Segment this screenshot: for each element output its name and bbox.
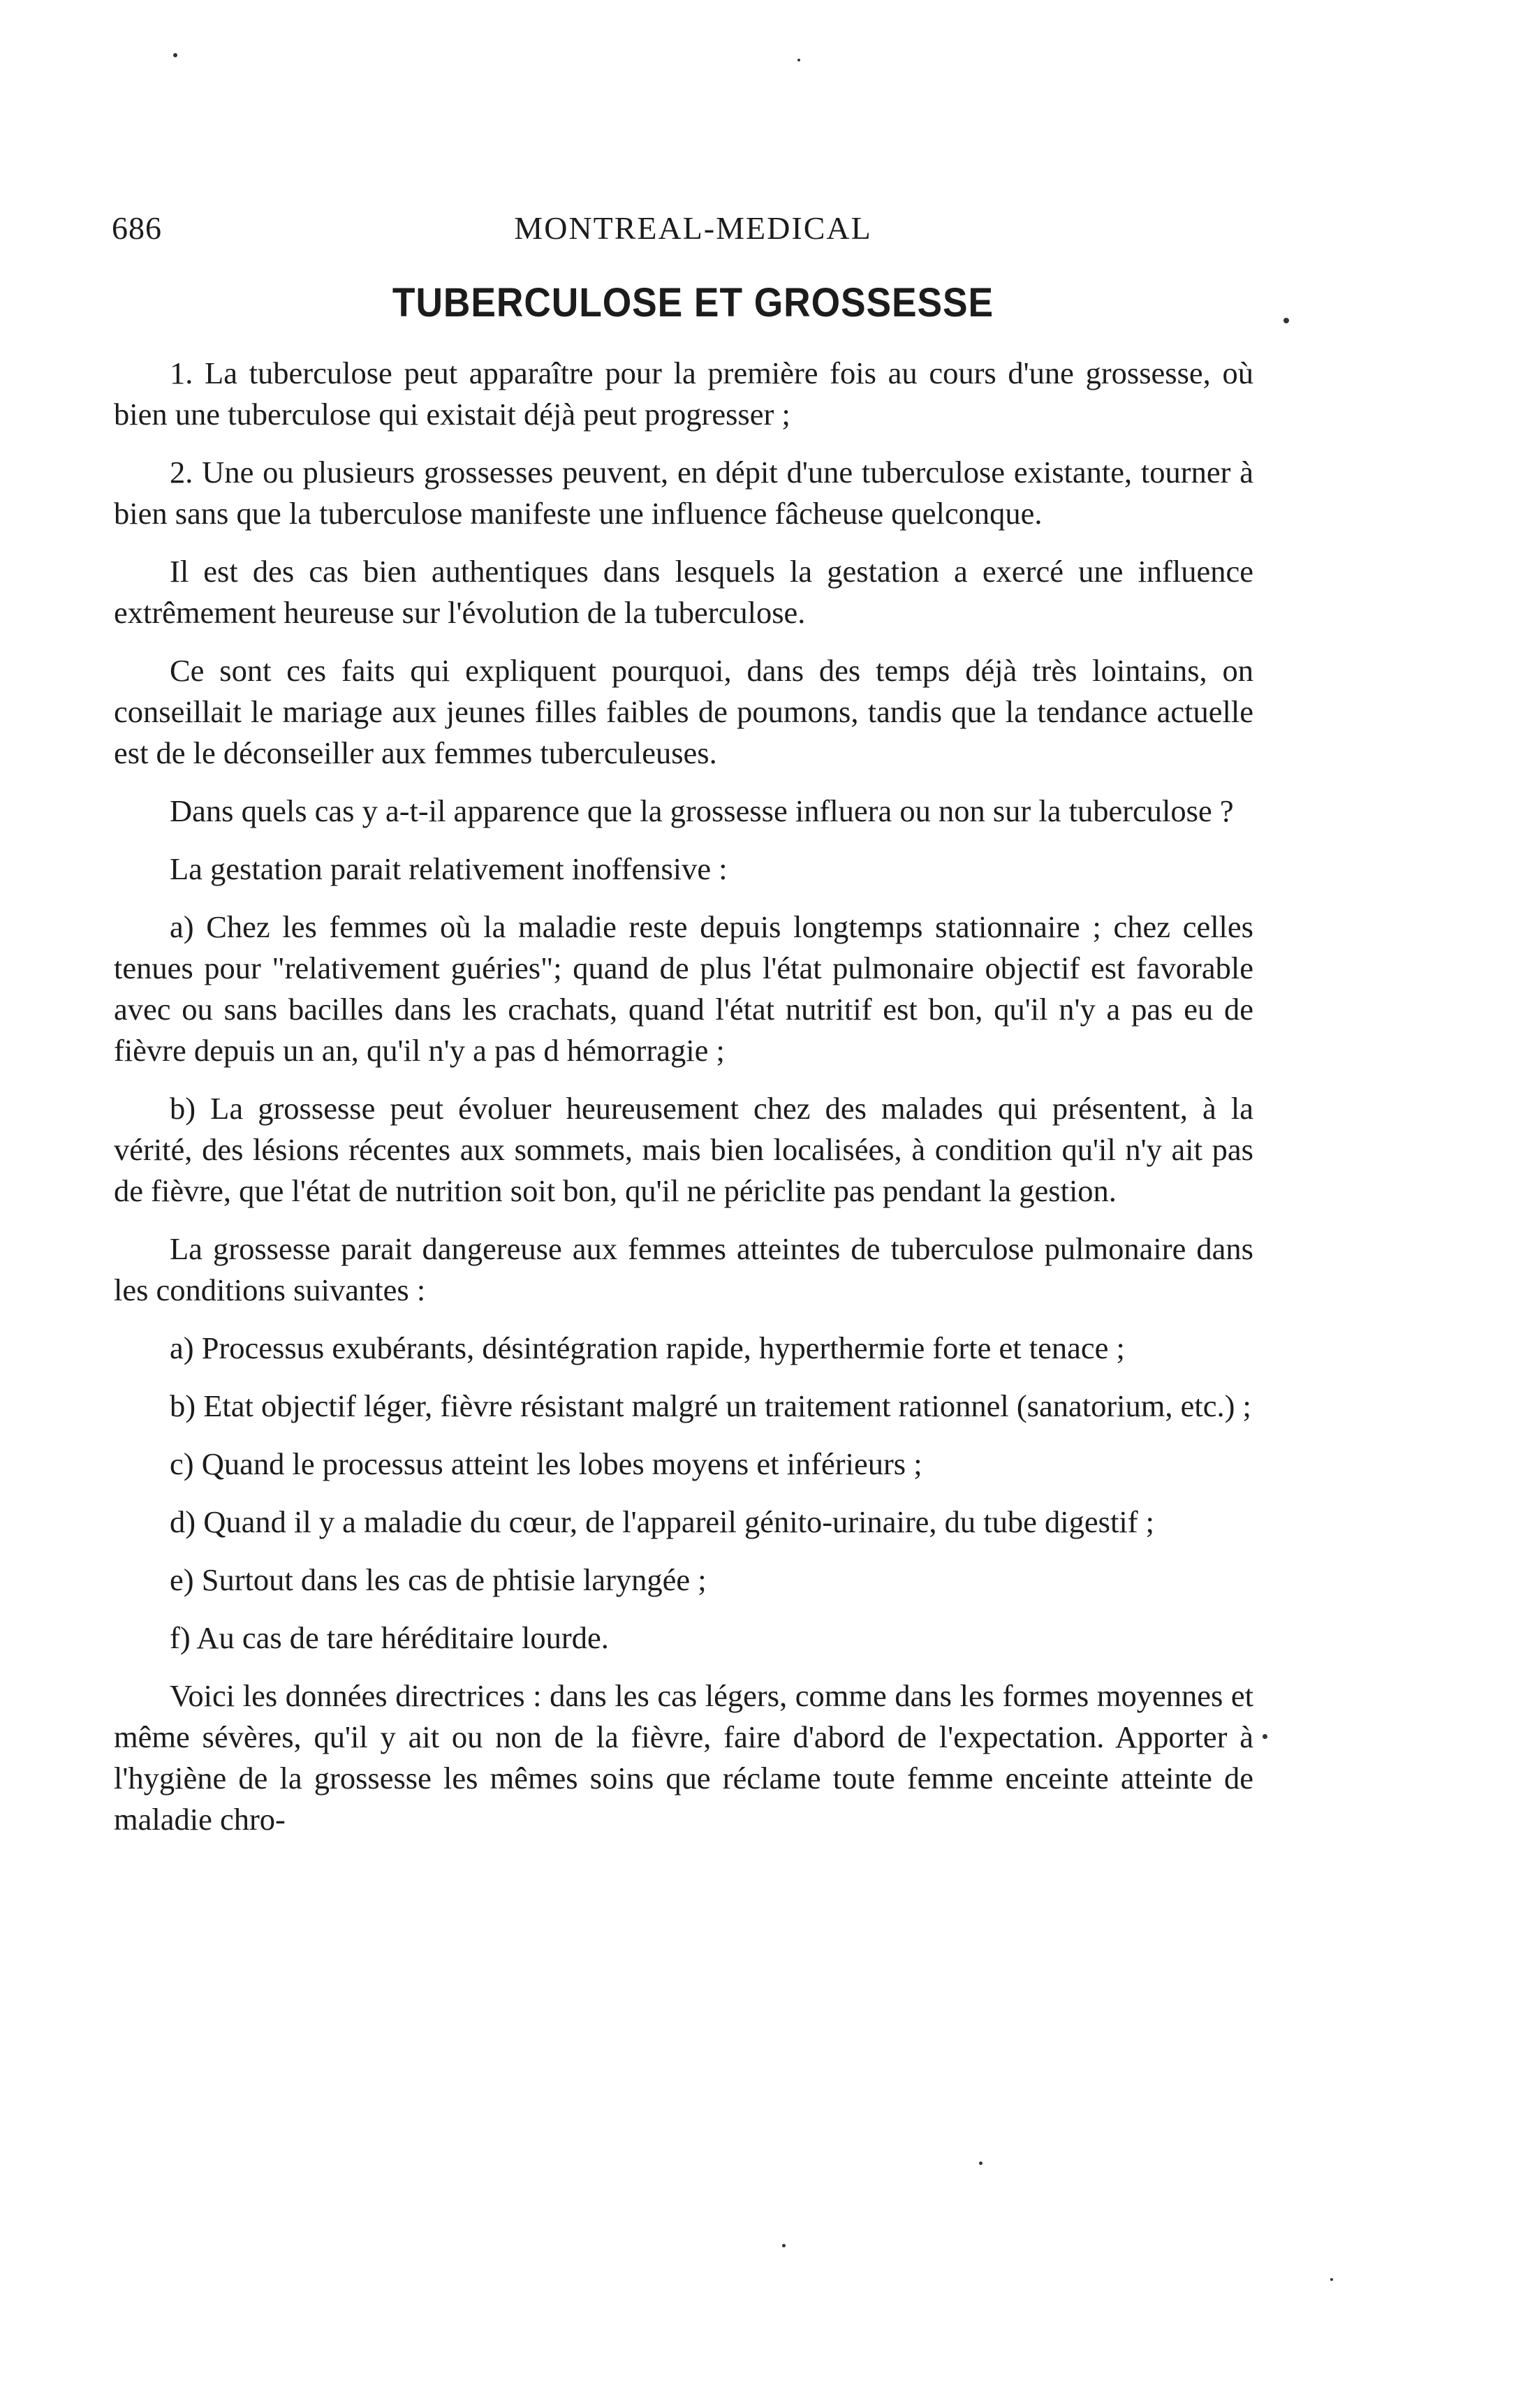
list-item-dangerous-f: f) Au cas de tare héréditaire lourde. <box>170 1620 609 1655</box>
list-item-dangerous-e: e) Surtout dans les cas de phtisie laryngée ; <box>170 1562 707 1597</box>
list-item-inoffensive-a: a) Chez les femmes où la maladie reste depuis longtemps stationnaire ; chez celles tenues pour "relativement guéries"; quand de plus l'état pulmonaire objectif est favorable avec ou sans bacilles dans les crachats, quand l'état nutritif est bon, qu'il n'y a pas eu de fièvre depuis un an, qu'il n'y a pas d hémorragie ; <box>114 909 1253 1068</box>
paragraph-guidelines: Voici les données directrices : dans les cas légers, comme dans les formes moyennes et même sévères, qu'il y ait ou non de la fièvre, faire d'abord de l'expectation. Apporter à l'hygiène de la grossesse les mêmes soins que réclame toute femme enceinte atteinte de maladie chro- <box>114 1678 1253 1837</box>
paragraph-question: Dans quels cas y a-t-il apparence que la grossesse influera ou non sur la tuberculose ? <box>170 793 1234 828</box>
list-item-dangerous-a: a) Processus exubérants, désintégration rapide, hyperthermie forte et tenace ; <box>170 1330 1125 1365</box>
paragraph-inoffensive-intro: La gestation parait relativement inoffensive : <box>170 851 728 886</box>
scan-speck <box>782 2244 786 2247</box>
list-item-inoffensive-b: b) La grossesse peut évoluer heureusement chez des malades qui présentent, à la vérité, des lésions récentes aux sommets, mais bien localisées, à condition qu'il n'y ait pas de fièvre, que l'état de nutrition soit bon, qu'il ne périclite pas pendant la gestion. <box>114 1091 1253 1208</box>
scan-speck <box>1263 1734 1267 1739</box>
paragraph-historical-advice: Ce sont ces faits qui expliquent pourquoi, dans des temps déjà très lointains, on conseillait le mariage aux jeunes filles faibles de poumons, tandis que la tendance actuelle est de le déconseiller aux femmes tuberculeuses. <box>114 653 1253 770</box>
scan-speck <box>1283 318 1289 323</box>
scan-speck <box>797 59 800 61</box>
paragraph-authentic-cases: Il est des cas bien authentiques dans lesquels la gestation a exercé une influence extrêmement heureuse sur l'évolution de la tuberculose. <box>114 554 1253 630</box>
scan-speck <box>173 53 177 57</box>
paragraph-point-1: 1. La tuberculose peut apparaître pour la première fois au cours d'une grossesse, où bien une tuberculose qui existait déjà peut progresser ; <box>114 355 1253 432</box>
article-body <box>114 353 1253 1857</box>
paragraph-point-2: 2. Une ou plusieurs grossesses peuvent, en dépit d'une tuberculose existante, tourner à bien sans que la tuberculose manifeste une influence fâcheuse quelconque. <box>114 455 1253 531</box>
scan-speck <box>979 2161 983 2165</box>
article-title: TUBERCULOSE ET GROSSESSE <box>392 280 994 325</box>
list-item-dangerous-b: b) Etat objectif léger, fièvre résistant malgré un traitement rationnel (sanatorium, etc.) ; <box>170 1388 1251 1423</box>
paragraph-dangerous-intro: La grossesse parait dangereuse aux femmes atteintes de tuberculose pulmonaire dans les conditions suivantes : <box>114 1231 1253 1307</box>
scan-speck <box>1330 2278 1333 2281</box>
list-item-dangerous-c: c) Quand le processus atteint les lobes moyens et inférieurs ; <box>170 1446 922 1481</box>
journal-name: MONTREAL-MEDICAL <box>514 210 872 246</box>
running-header <box>112 210 1274 251</box>
page-number: 686 <box>112 210 162 246</box>
list-item-dangerous-d: d) Quand il y a maladie du cœur, de l'appareil génito-urinaire, du tube digestif ; <box>170 1504 1155 1539</box>
